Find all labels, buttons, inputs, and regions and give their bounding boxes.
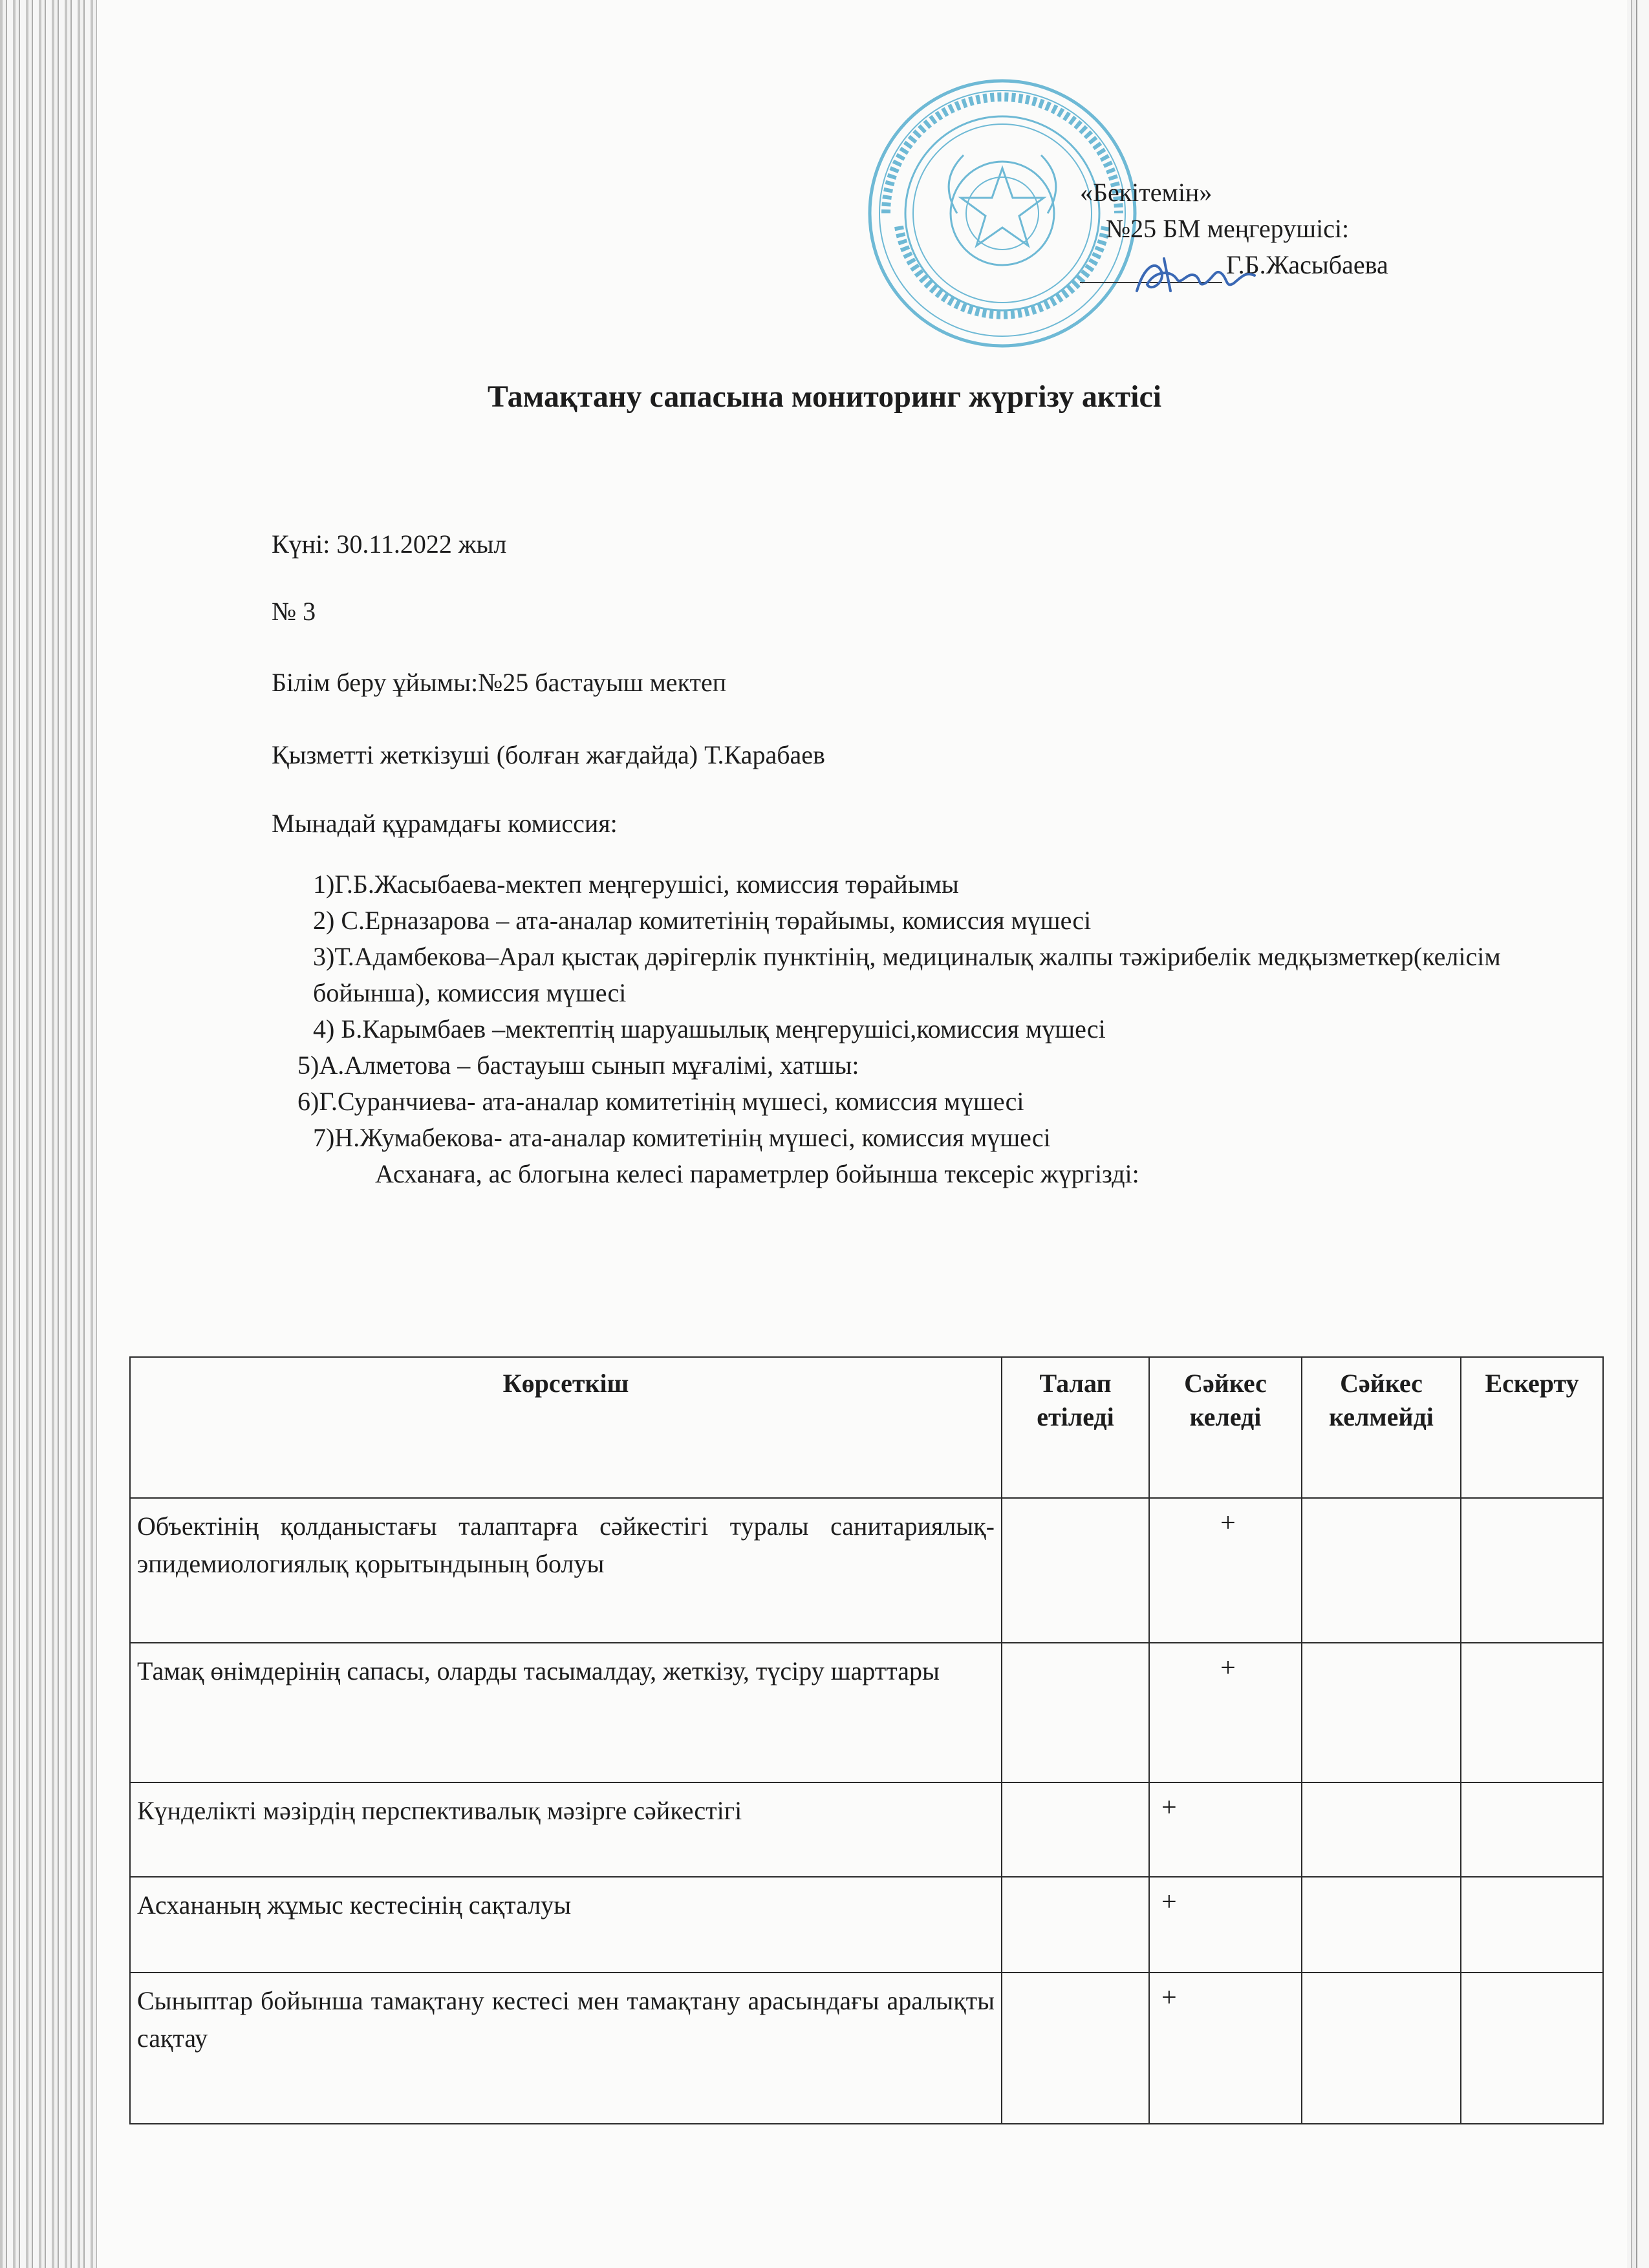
table-header-row bbox=[130, 1357, 1603, 1498]
member-4: 4) Б.Карымбаев –мектептің шаруашылық меңгерушісі,комиссия мүшесі bbox=[313, 1014, 1106, 1043]
noncompliant-cell bbox=[1302, 1877, 1461, 1973]
table-row bbox=[130, 1782, 1603, 1877]
indicator-cell: Объектінің қолданыстағы талаптарға сәйкестігі туралы санитариялық-эпидемиологиялық қорытындының болуы bbox=[130, 1498, 1002, 1643]
date-line: Күні: 30.11.2022 жыл bbox=[272, 530, 507, 559]
indicator-cell: Тамақ өнімдерінің сапасы, оларды тасымалдау, жеткізу, түсіру шарттары bbox=[130, 1643, 1002, 1782]
table-row bbox=[130, 1877, 1603, 1973]
act-number: № 3 bbox=[272, 597, 316, 626]
compliant-cell: + bbox=[1149, 1643, 1302, 1782]
note-cell bbox=[1461, 1782, 1603, 1877]
member-3: 3)Т.Адамбекова–Арал қыстақ дәрігерлік пунктінің, медициналық жалпы тәжірибелік медқызметкер(келісім бойынша), комиссия мүшесі bbox=[313, 942, 1501, 1007]
header-indicator: Көрсеткіш bbox=[130, 1357, 1002, 1498]
note-cell bbox=[1461, 1877, 1603, 1973]
commission-members bbox=[297, 866, 1526, 1192]
table-row bbox=[130, 1498, 1603, 1643]
member-5: 5)А.Алметова – бастауыш сынып мұғалімі, хатшы: bbox=[297, 1051, 859, 1080]
noncompliant-cell bbox=[1302, 1498, 1461, 1643]
approver-name: Г.Б.Жасыбаева bbox=[1226, 250, 1388, 279]
table-row bbox=[130, 1643, 1603, 1782]
required-cell bbox=[1002, 1973, 1149, 2124]
compliant-cell: + bbox=[1149, 1782, 1302, 1877]
indicator-cell: Асхананың жұмыс кестесінің сақталуы bbox=[130, 1877, 1002, 1973]
document-title: Тамақтану сапасына мониторинг жүргізу актісі bbox=[487, 380, 1162, 414]
inspection-intro: Асханаға, ас блогына келесі параметрлер бойынша тексеріс жүргізді: bbox=[375, 1159, 1139, 1188]
note-cell bbox=[1461, 1973, 1603, 2124]
organization-line: Білім беру ұйымы:№25 бастауыш мектеп bbox=[272, 668, 727, 697]
compliant-cell: + bbox=[1149, 1498, 1302, 1643]
header-note: Ескерту bbox=[1461, 1357, 1603, 1498]
noncompliant-cell bbox=[1302, 1782, 1461, 1877]
member-7: 7)Н.Жумабекова- ата-аналар комитетінің мүшесі, комиссия мүшесі bbox=[313, 1123, 1051, 1152]
noncompliant-cell bbox=[1302, 1973, 1461, 2124]
note-cell bbox=[1461, 1643, 1603, 1782]
table-row bbox=[130, 1973, 1603, 2124]
member-2: 2) С.Ерназарова – ата-аналар комитетінің төрайымы, комиссия мүшесі bbox=[313, 906, 1092, 935]
member-1: 1)Г.Б.Жасыбаева-мектеп меңгерушісі, комиссия төрайымы bbox=[313, 870, 959, 899]
compliant-cell: + bbox=[1149, 1877, 1302, 1973]
commission-label: Мынадай құрамдағы комиссия: bbox=[272, 809, 618, 838]
compliant-cell: + bbox=[1149, 1973, 1302, 2124]
required-cell bbox=[1002, 1643, 1149, 1782]
header-noncompliant: Сәйкес келмейді bbox=[1302, 1357, 1461, 1498]
monitoring-table bbox=[129, 1356, 1604, 2124]
note-cell bbox=[1461, 1498, 1603, 1643]
noncompliant-cell bbox=[1302, 1643, 1461, 1782]
indicator-cell: Күнделікті мәзірдің перспективалық мәзірге сәйкестігі bbox=[130, 1782, 1002, 1877]
scan-edge-right bbox=[1627, 0, 1649, 2268]
approval-title: «Бекітемін» bbox=[1080, 178, 1212, 207]
handwritten-signature bbox=[1125, 246, 1280, 304]
scan-edge-left bbox=[0, 0, 97, 2268]
header-compliant: Сәйкес келеді bbox=[1149, 1357, 1302, 1498]
indicator-cell: Сыныптар бойынша тамақтану кестесі мен тамақтану арасындағы аралықты сақтау bbox=[130, 1973, 1002, 2124]
member-6: 6)Г.Суранчиева- ата-аналар комитетінің мүшесі, комиссия мүшесі bbox=[297, 1087, 1024, 1116]
required-cell bbox=[1002, 1782, 1149, 1877]
supplier-line: Қызметті жеткізуші (болған жағдайда) Т.Карабаев bbox=[272, 740, 825, 769]
header-required: Талап етіледі bbox=[1002, 1357, 1149, 1498]
required-cell bbox=[1002, 1498, 1149, 1643]
required-cell bbox=[1002, 1877, 1149, 1973]
approval-position: №25 БМ меңгерушісі: bbox=[1106, 214, 1350, 243]
